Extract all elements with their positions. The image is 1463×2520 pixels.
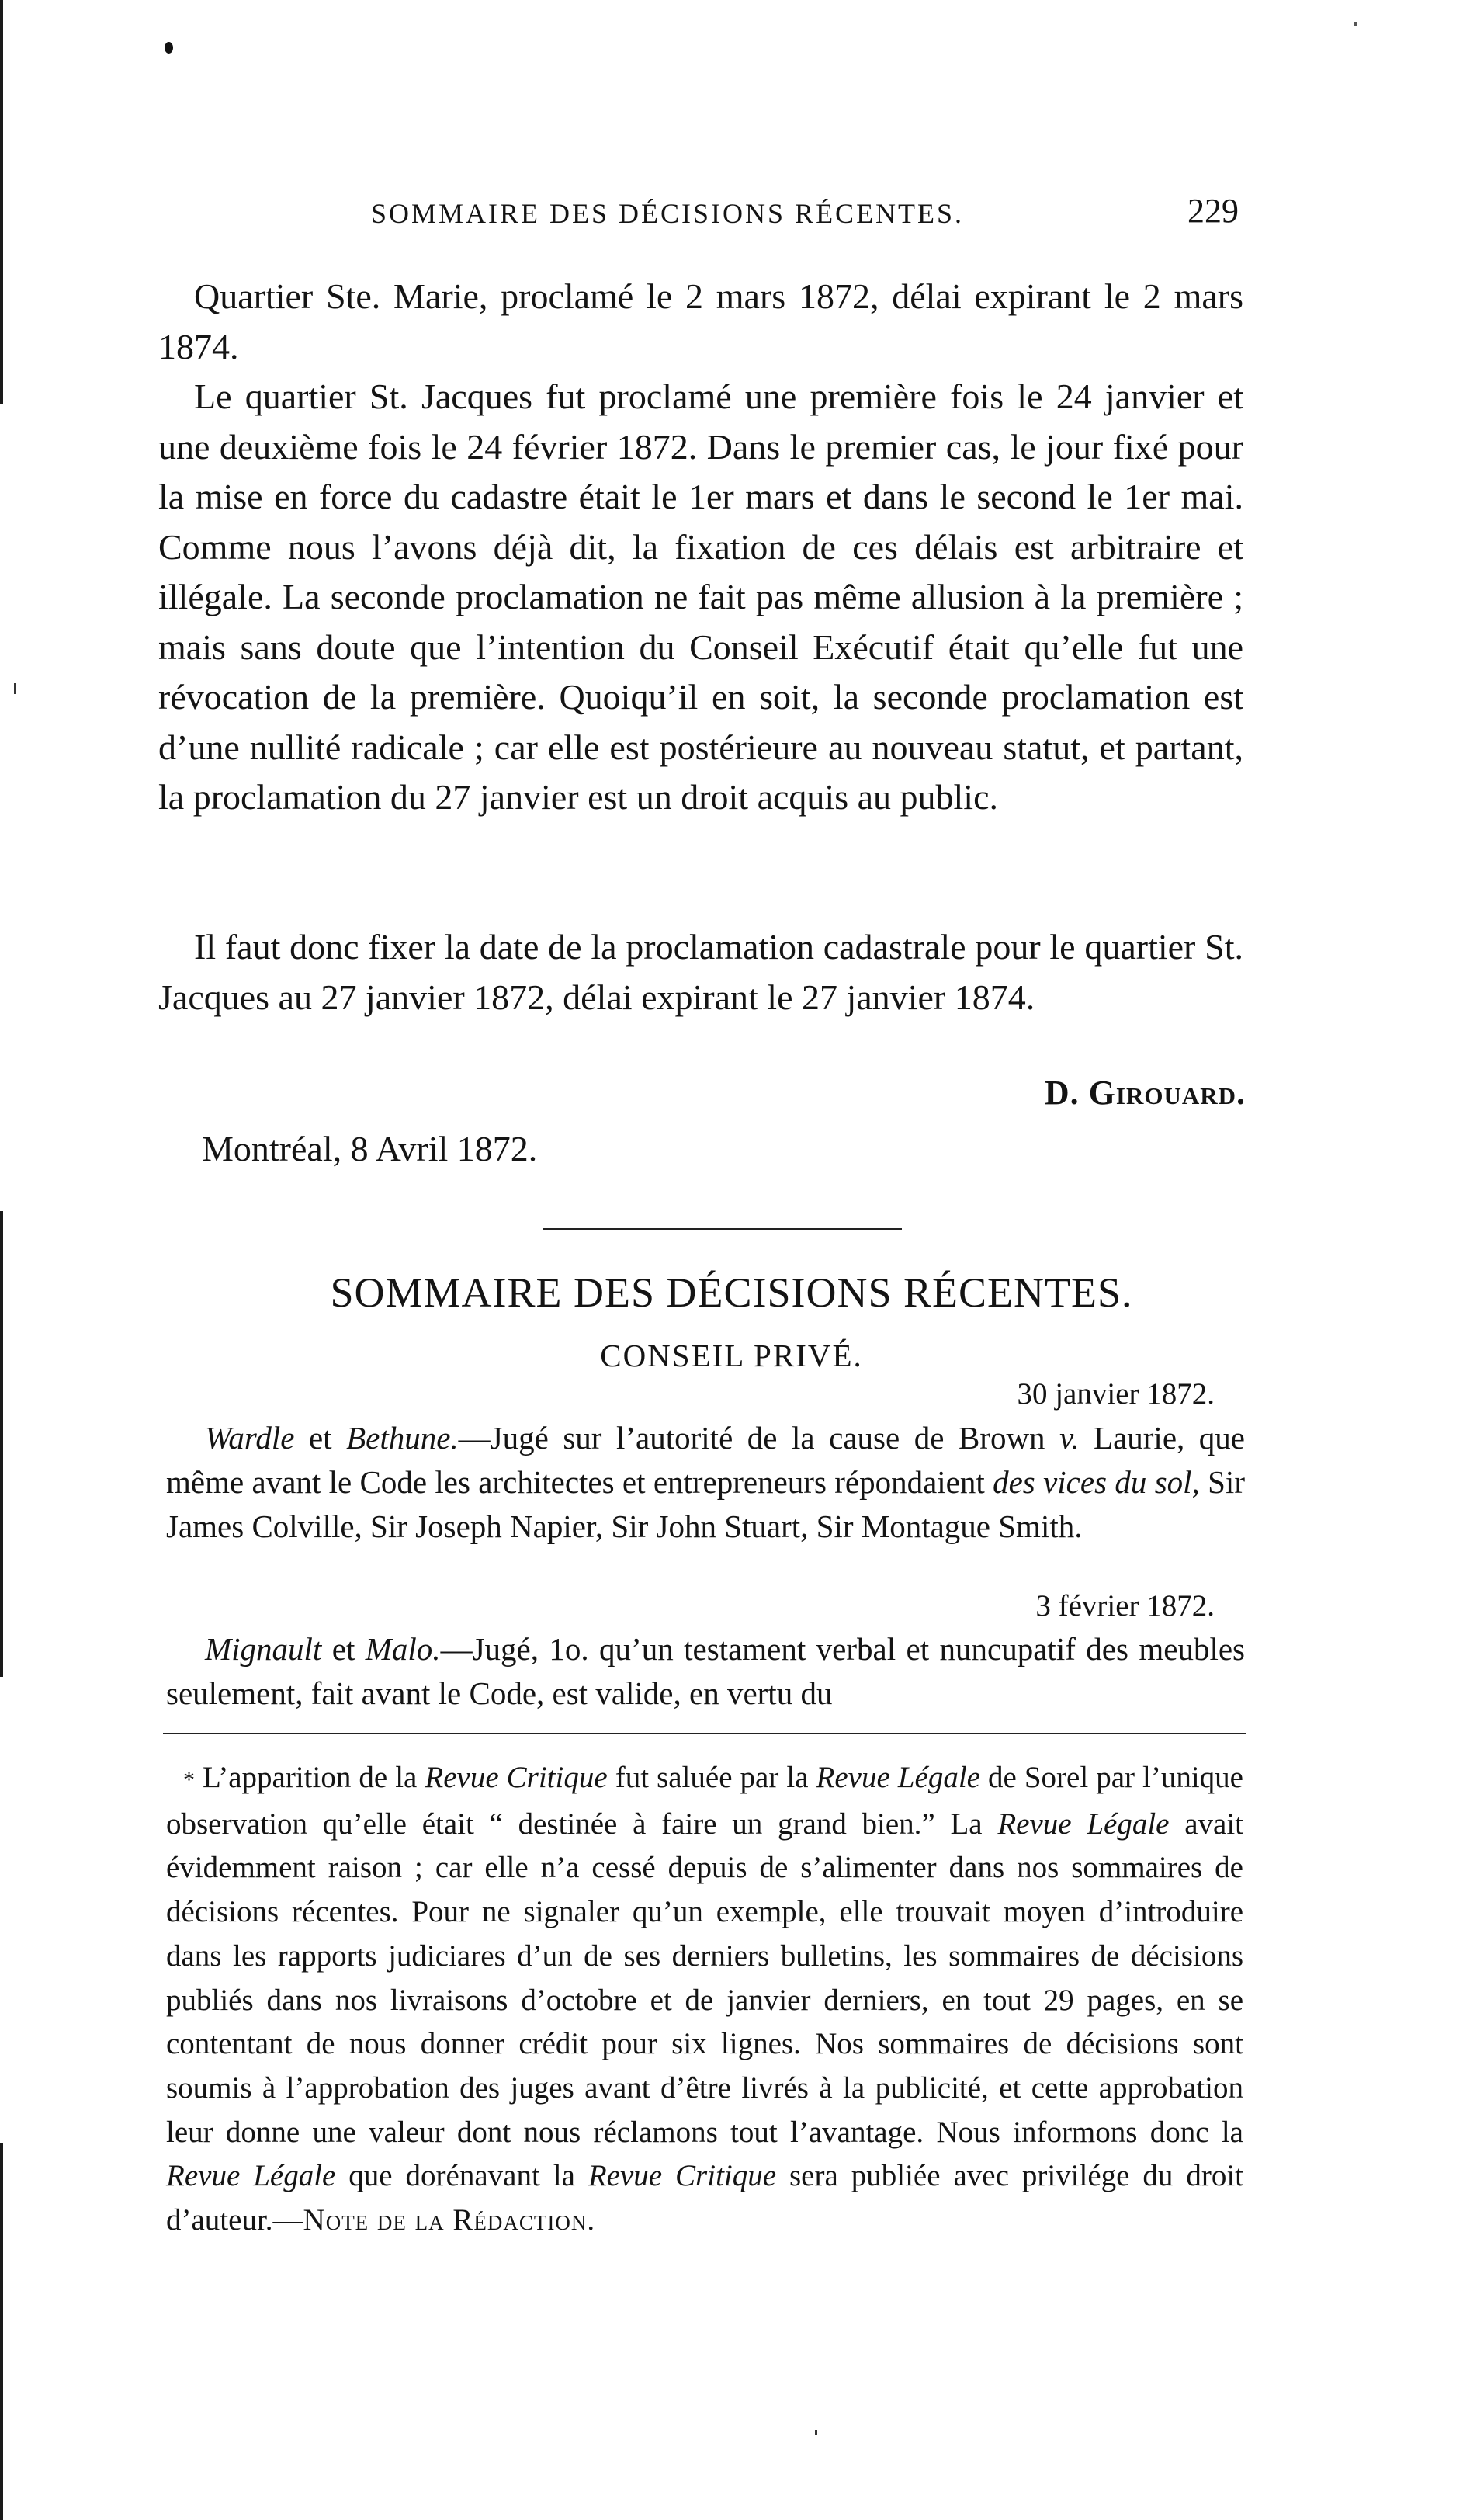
scan-mark [1354,22,1357,26]
journal-name: Revue Légale [816,1761,980,1794]
case-party: Bethune. [346,1420,459,1456]
case-party: Wardle [205,1420,295,1456]
running-title: SOMMAIRE DES DÉCISIONS RÉCENTES. [371,198,965,229]
case-connector: et [294,1420,347,1456]
scan-mark [815,2430,817,2435]
case-party: Malo. [365,1631,441,1667]
footnote-text: avait évidemment raison ; car elle n’a cessé depuis de s’alimenter dans nos sommaires de décisions récentes. Pour ne signaler qu’un exemple, elle trouvait moyen d’introduire dans les rapports judiciares d’un de ses derniers bulletins, les sommaires de décisions publiés dans nos livraisons d’octobre et de janvier derniers, en tout 29 pages, en se contentant de nous donner crédit pour six lignes. Nos sommaires de décisions sont soumis à l’approbation des juges avant d’être livrés à la publicité, et cette approbation leur donne une valeur dont nous réclamons tout l’avantage. Nous informons donc la [166,1807,1244,2149]
case-date: 30 janvier 1872. [1017,1377,1215,1411]
court-heading: CONSEIL PRIVÉ. [600,1338,863,1373]
section-title: SOMMAIRE DES DÉCISIONS RÉCENTES. [330,1269,1133,1316]
editorial-note-label: Note de la Rédaction. [303,2203,596,2237]
case-date: 3 février 1872. [1035,1589,1215,1623]
case-text: —Jugé sur l’autorité de la cause de Brown [458,1420,1060,1456]
paragraph: Quartier Ste. Marie, proclamé le 2 mars 1872, délai expirant le 2 mars 1874. [158,276,1243,366]
footnote-text: que dorénavant la [335,2159,588,2193]
case-v: v. [1059,1420,1080,1456]
paragraph: Il faut donc fixer la date de la proclamation cadastrale pour le quartier St. Jacques au 27 janvier 1872, délai expirant le 27 janvier 1874. [158,927,1243,1017]
case-text: , Sir James Colville, Sir Joseph Napier, Sir John Stuart, Sir Montague Smith. [166,1464,1245,1544]
footnote-rule [163,1733,1246,1734]
scan-edge-bottom [0,2143,3,2520]
section-divider [543,1228,902,1230]
case-text: —Jugé, 1o. qu’un testament verbal et nuncupatif des meubles seulement, fait avant le Code, est valide, en vertu du [166,1631,1245,1711]
dateline: Montréal, 8 Avril 1872. [202,1129,538,1168]
case-summary [166,1416,1245,1549]
case-connector: et [321,1631,366,1667]
ink-dot [165,42,173,54]
scan-mark [14,683,16,694]
case-party: Mignault [205,1631,322,1667]
journal-name: Revue Légale [166,2159,336,2193]
footnote-text: fut saluée par la [607,1761,816,1794]
journal-name: Revue Critique [588,2159,777,2193]
case-italic-phrase: des vices du sol [993,1464,1192,1500]
journal-name: Revue Légale [997,1807,1170,1841]
page-number: 229 [1187,192,1239,230]
footnote-text: de Sorel par l’unique observation qu’elle était “ destinée à faire un grand bien.” La [166,1761,1243,1841]
footnote-text: L’apparition de la [203,1761,425,1794]
footnote [166,1756,1243,2243]
paragraph: Le quartier St. Jacques fut proclamé une première fois le 24 janvier et une deuxième fois le 24 février 1872. Dans le premier cas, le jour fixé pour la mise en force du cadastre était le 1er mars et dans le second le 1er mai. Comme nous l’avons déjà dit, la fixation de ces délais est arbitraire et illégale. La seconde proclamation ne fait pas même allusion à la première ; mais sans doute que l’intention du Conseil Exécutif était qu’elle fut une révocation de la première. Quoiqu’il en soit, la seconde proclamation est d’une nullité radicale ; car elle est postérieure au nouveau statut, et partant, la proclamation du 27 janvier est un droit acquis au public. [158,377,1243,817]
signature: D. Girouard. [1044,1074,1246,1112]
case-summary [166,1627,1245,1716]
case-text: Laurie, que même avant le Code les architectes et entrepreneurs répondaient [166,1420,1245,1500]
journal-name: Revue Critique [425,1761,608,1794]
scan-edge-top [0,0,3,404]
footnote-text: sera publiée avec privilége du droit d’auteur.— [166,2159,1244,2237]
footnote-mark: * [183,1767,195,1793]
running-head [371,191,1239,238]
